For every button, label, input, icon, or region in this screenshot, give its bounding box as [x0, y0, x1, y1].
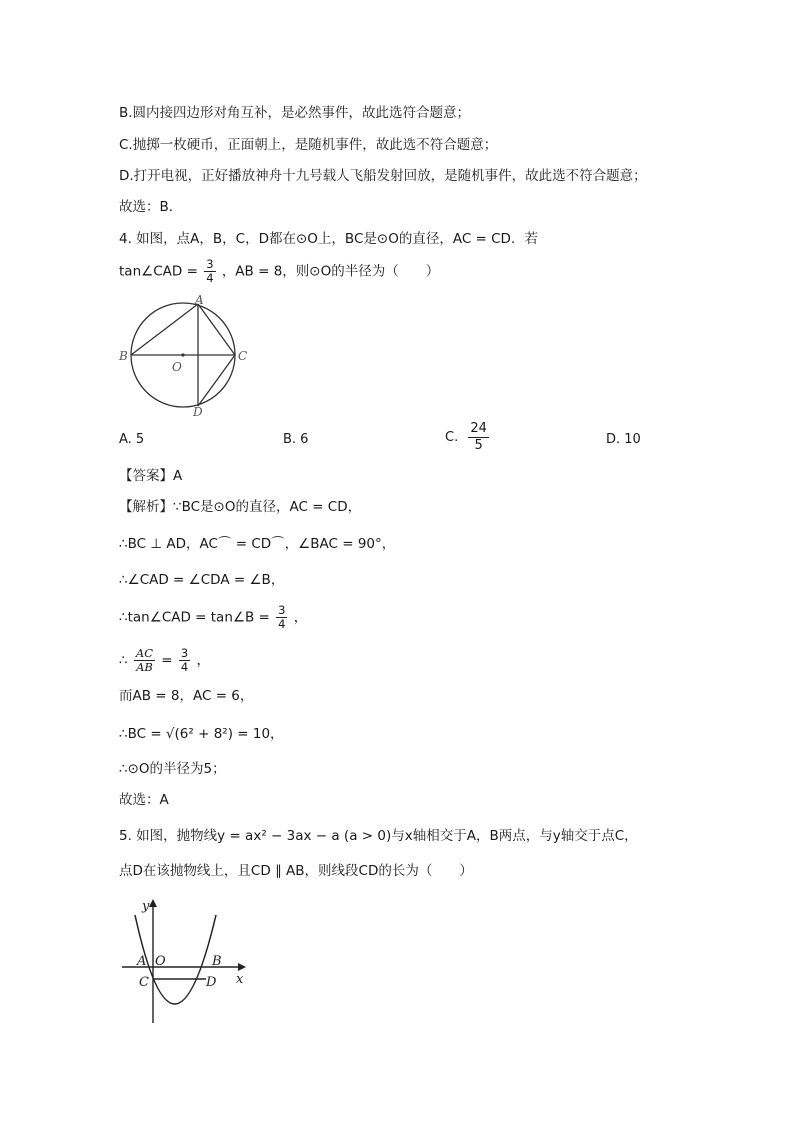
q4-option-c — [445, 421, 491, 454]
q4-label-c: C — [238, 349, 248, 363]
q5-label-y: y — [142, 899, 150, 914]
q5-x-axis-arrow — [238, 963, 246, 971]
q5-stem-line2: 点D在该抛物线上，且CD ∥ AB，则线段CD的长为（ ） — [119, 863, 473, 879]
q4-circle-figure — [115, 292, 255, 422]
q4-option-c-label: C. — [445, 430, 459, 445]
q4-stem-line1: 4. 如图，点A，B，C，D都在⊙O上，BC是⊙O的直径，AC = CD．若 — [119, 231, 538, 247]
q4-analysis4-fraction — [276, 604, 287, 631]
q5-parabola-curve — [135, 915, 216, 1004]
q4-option-d: D. 10 — [606, 432, 641, 447]
q4-analysis-line3: ∴∠CAD = ∠CDA = ∠B， — [119, 572, 285, 588]
q4-fraction-denominator: 4 — [206, 271, 214, 285]
q5-label-c: C — [139, 975, 149, 990]
q4-option-c-denominator: 5 — [474, 438, 483, 453]
q4-fraction — [204, 258, 215, 285]
q4-center-point — [181, 353, 184, 356]
q4-analysis4-post: ， — [293, 609, 308, 626]
q4-analysis-heading: 【解析】 — [119, 499, 173, 515]
q4-analysis-line7: ∴BC = √(6² + 8²) = 10， — [119, 726, 284, 742]
q4-analysis5-numerator2: 3 — [180, 646, 189, 660]
q5-label-d: D — [206, 975, 217, 990]
q5-stem-line1: 5. 如图，抛物线y = ax² − 3ax − a (a > 0)与x轴相交于A，B两点，与y轴交于点C， — [119, 828, 638, 844]
q4-label-a: A — [195, 293, 204, 307]
q4-stem-rest: ，AB = 8，则⊙O的半径为（ ） — [221, 263, 440, 280]
previous-choice: 故选：B． — [119, 199, 183, 215]
q4-analysis5-denominator2: 4 — [180, 660, 189, 674]
option-d-explanation: D.打开电视，正好播放神舟十九号载人飞船发射回放，是随机事件，故此选不符合题意； — [119, 168, 647, 184]
q4-analysis5-fraction-ac-ab — [134, 647, 155, 674]
q4-final-choice: 故选：A — [119, 792, 169, 808]
q4-option-a: A. 5 — [119, 432, 145, 447]
q4-analysis5-equals: = — [161, 652, 173, 669]
q4-analysis-line5 — [119, 647, 210, 674]
q4-analysis-line1 — [119, 497, 361, 517]
q4-analysis5-pre: ∴ — [119, 652, 128, 669]
q4-answer: 【答案】A — [119, 468, 183, 484]
q4-segment-cd — [198, 355, 235, 406]
q4-analysis5-post: ， — [196, 652, 211, 669]
option-b-explanation: B.圆内接四边形对角互补，是必然事件，故此选符合题意； — [119, 105, 471, 121]
q4-label-d: D — [193, 405, 203, 419]
q4-option-c-numerator: 24 — [470, 421, 487, 436]
q4-segment-ab — [131, 304, 198, 355]
q4-analysis5-numerator: AC — [135, 646, 153, 660]
q4-tan-expression: tan∠CAD = — [119, 263, 198, 280]
q4-segment-ac — [198, 304, 235, 355]
q5-parabola-figure — [118, 893, 258, 1028]
q4-fraction-numerator: 3 — [206, 257, 214, 271]
q4-label-b: B — [119, 349, 128, 363]
q4-analysis4-numerator: 3 — [278, 603, 286, 617]
q4-analysis4-denominator: 4 — [278, 617, 286, 631]
q5-label-b: B — [212, 954, 222, 969]
q4-analysis5-fraction-3-4 — [179, 647, 190, 674]
q4-analysis-line2: ∴BC ⊥ AD，AC⌒ = CD⌒，∠BAC = 90°， — [119, 536, 396, 552]
q5-y-axis-arrow — [149, 899, 157, 907]
q4-analysis5-denominator: AB — [136, 660, 153, 674]
option-c-explanation: C.抛掷一枚硬币，正面朝上，是随机事件，故此选不符合题意； — [119, 137, 498, 153]
q5-label-x: x — [236, 972, 244, 987]
q4-analysis-text1: ∵BC是⊙O的直径，AC = CD， — [173, 499, 362, 515]
q4-option-c-fraction — [468, 421, 489, 454]
q4-analysis-line8: ∴⊙O的半径为5； — [119, 761, 226, 777]
q4-stem-line2 — [119, 258, 439, 285]
q4-analysis-line6: 而AB = 8，AC = 6， — [119, 688, 254, 704]
q4-option-b: B. 6 — [283, 432, 309, 447]
q4-analysis4-pre: ∴tan∠CAD = tan∠B = — [119, 609, 270, 626]
q4-label-o: O — [172, 360, 182, 374]
q5-label-a: A — [137, 954, 147, 969]
q4-analysis-line4 — [119, 604, 307, 631]
q5-label-o: O — [155, 954, 166, 969]
